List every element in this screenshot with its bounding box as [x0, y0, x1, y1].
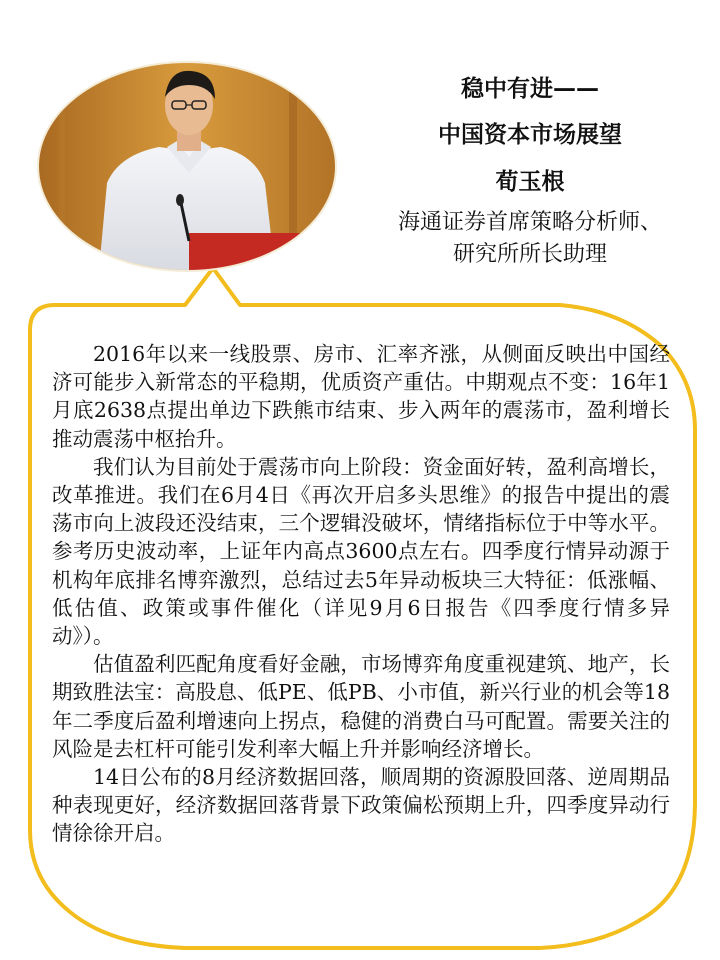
author-title-line: 研究所所长助理: [452, 242, 607, 267]
paragraph: 14日公布的8月经济数据回落，顺周期的资源股回落、逆周期品种表现更好，经济数据回落背景下政策偏松预期上升，四季度异动行情徐徐开启。: [52, 765, 670, 846]
author-title-line: 海通证券首席策略分析师、: [397, 210, 662, 235]
paragraph: 我们认为目前处于震荡市向上阶段：资金面好转，盈利高增长，改革推进。我们在6月4日《再次开启多头思维》的报告中提出的震荡市向上波段还没结束，三个逻辑没破坏，情绪指标位于中等水平。参考历史波动率，上证年内高点3600点左右。四季度行情异动源于机构年底排名博弈激烈，总结过去5年异动板块三大特征：低涨幅、低估值、政策或事件催化（详见9月6日报告《四季度行情多异动》）。: [52, 454, 670, 649]
main-title: 稳中有进——: [461, 76, 599, 102]
author-name: 荀玉根: [495, 169, 565, 195]
article-body: [52, 340, 670, 848]
paragraph: 2016年以来一线股票、房市、汇率齐涨，从侧面反映出中国经济可能步入新常态的平稳期，优质资产重估。中期观点不变：16年1月底2638点提出单边下跌熊市结束、步入两年的震荡市，盈利增长推动震荡中枢抬升。: [52, 342, 670, 451]
paragraph: 估值盈利匹配角度看好金融，市场博弈角度重视建筑、地产，长期致胜法宝：高股息、低PE、低PB、小市值，新兴行业的机会等18年二季度后盈利增速向上拐点，稳健的消费白马可配置。需要关注的风险是去杠杆可能引发利率大幅上升并影响经济增长。: [52, 652, 670, 761]
sub-title: 中国资本市场展望: [438, 122, 622, 148]
speaker-portrait-photo: [39, 63, 335, 270]
author-title: [340, 207, 720, 271]
